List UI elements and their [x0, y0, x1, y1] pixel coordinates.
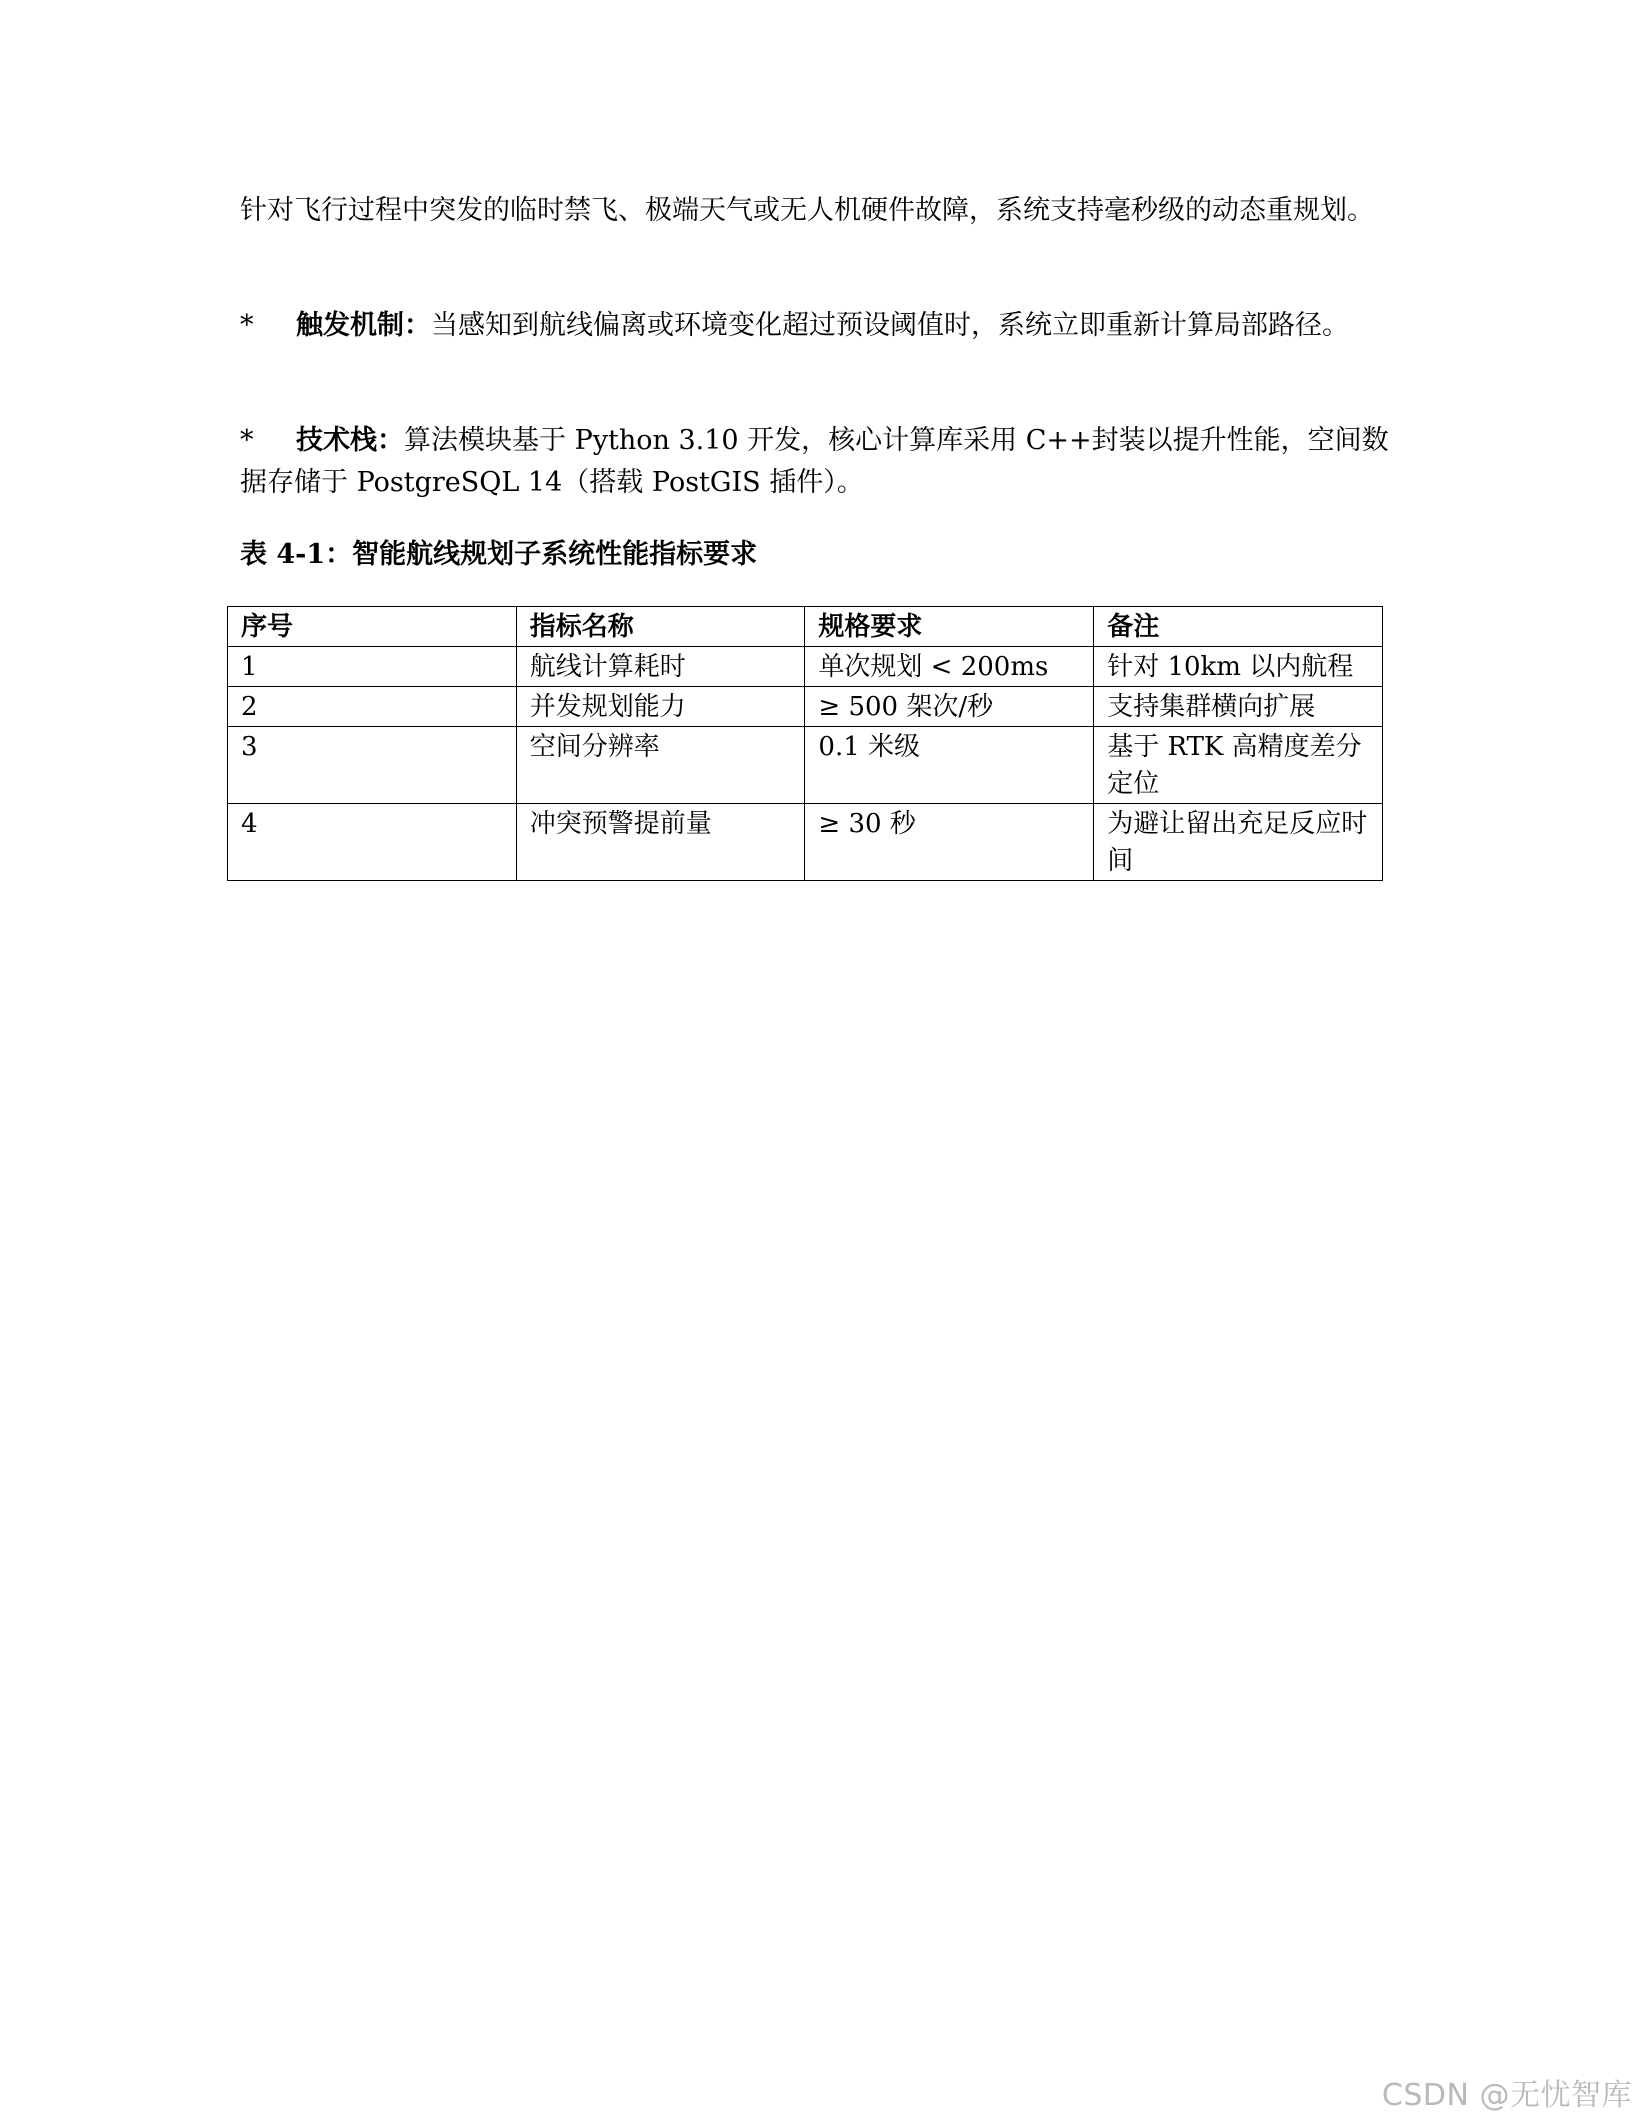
bullet-marker: *	[240, 310, 254, 341]
table-header-row	[228, 607, 1383, 647]
table-cell: ≥ 500 架次/秒	[805, 687, 1094, 727]
table-cell: 单次规划 < 200ms	[805, 647, 1094, 687]
header-cell-remark: 备注	[1094, 607, 1383, 647]
bullet-label: 技术栈：	[296, 425, 404, 456]
table-caption: 表 4-1：智能航线规划子系统性能指标要求	[240, 539, 758, 570]
header-cell-spec: 规格要求	[805, 607, 1094, 647]
table-row	[228, 804, 1383, 881]
table-cell: 基于 RTK 高精度差分定位	[1094, 727, 1383, 804]
table-cell: 4	[228, 804, 517, 881]
bullet-text: 当感知到航线偏离或环境变化超过预设阈值时，系统立即重新计算局部路径。	[431, 310, 1349, 341]
table-row	[228, 647, 1383, 687]
header-cell-metric: 指标名称	[516, 607, 805, 647]
csdn-watermark: CSDN @无忧智库	[1381, 2078, 1632, 2113]
table-cell: 0.1 米级	[805, 727, 1094, 804]
table-row	[228, 727, 1383, 804]
table-cell: 3	[228, 727, 517, 804]
table-cell: 空间分辨率	[516, 727, 805, 804]
bullet-label: 触发机制：	[296, 310, 431, 341]
bullet-trigger-mechanism	[240, 305, 1390, 347]
bullet-text: 算法模块基于 Python 3.10 开发，核心计算库采用 C++封装以提升性能，空间数据存储于 PostgreSQL 14（搭载 PostGIS 插件）。	[240, 425, 1389, 498]
table-cell: 支持集群横向扩展	[1094, 687, 1383, 727]
intro-paragraph: 针对飞行过程中突发的临时禁飞、极端天气或无人机硬件故障，系统支持毫秒级的动态重规划。	[240, 195, 1374, 226]
table-cell: ≥ 30 秒	[805, 804, 1094, 881]
table-cell: 冲突预警提前量	[516, 804, 805, 881]
table-cell: 针对 10km 以内航程	[1094, 647, 1383, 687]
table-cell: 1	[228, 647, 517, 687]
table-cell: 航线计算耗时	[516, 647, 805, 687]
table-row	[228, 687, 1383, 727]
performance-spec-table	[227, 606, 1383, 881]
table-cell: 2	[228, 687, 517, 727]
bullet-tech-stack	[240, 420, 1390, 504]
bullet-marker: *	[240, 425, 254, 456]
header-cell-index: 序号	[228, 607, 517, 647]
table-cell: 并发规划能力	[516, 687, 805, 727]
table-cell: 为避让留出充足反应时间	[1094, 804, 1383, 881]
